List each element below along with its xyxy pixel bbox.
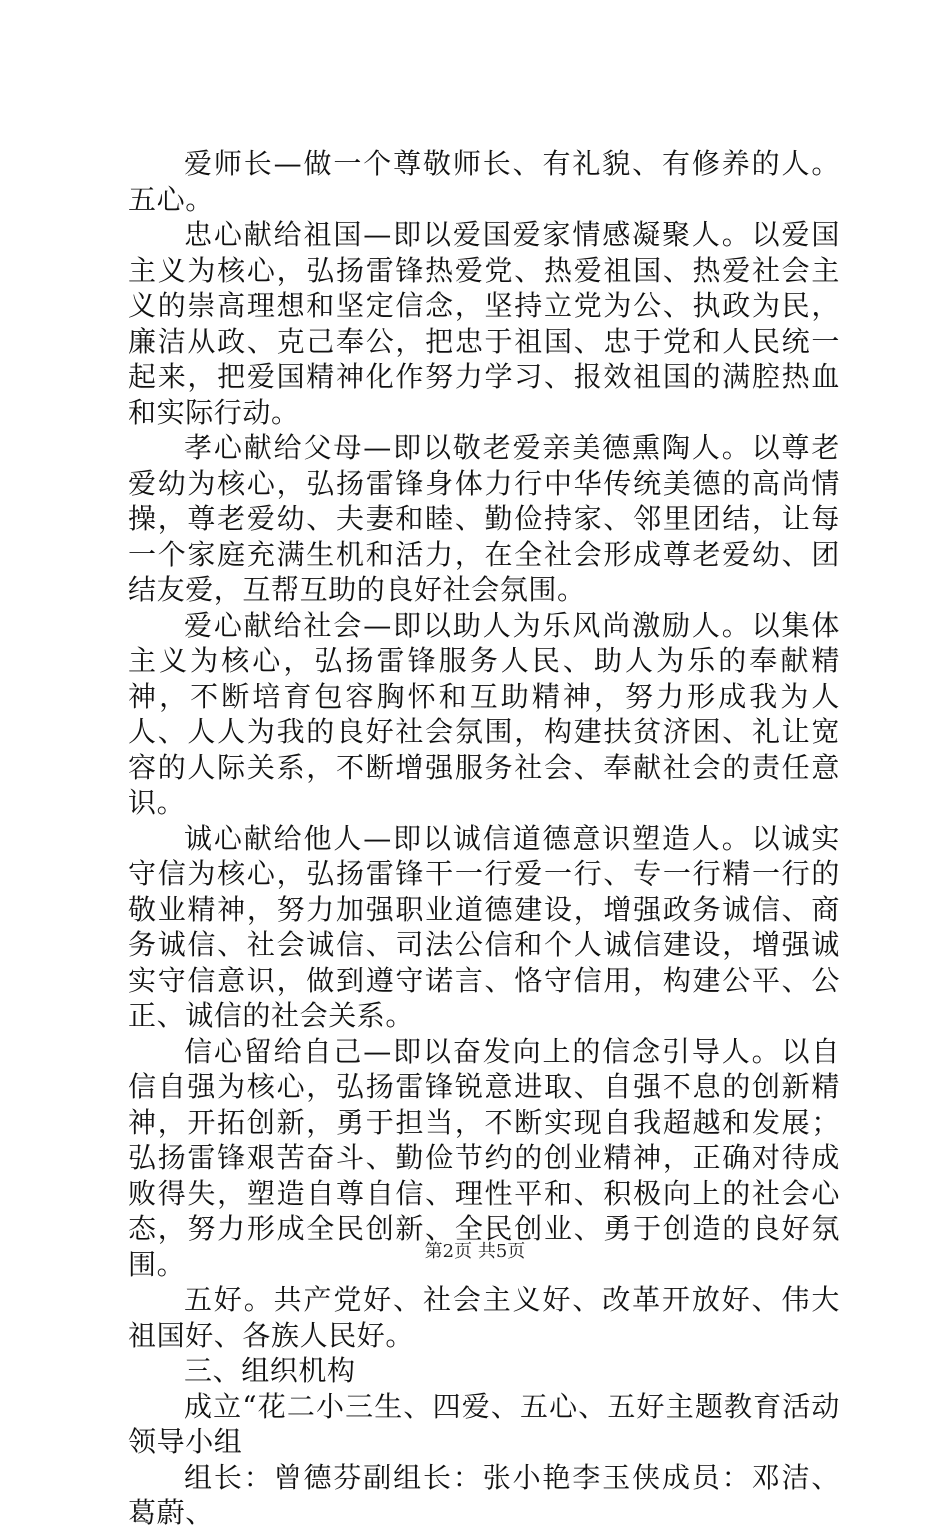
paragraph-xinxin: 信心留给自己—即以奋发向上的信念引导人。以自信自强为核心，弘扬雷锋锐意进取、自强不息的创新精神，开拓创新，勇于担当，不断实现自我超越和发展；弘扬雷锋艰苦奋斗、勤俭节约的创业精神，正确对待成败得失，塑造自尊自信、理性平和、积极向上的社会心态，努力形成全民创新、全民创业、勇于创造的良好氛围。 bbox=[128, 1034, 840, 1281]
paragraph-ai-shizhang: 爱师长—做一个尊敬师长、有礼貌、有修养的人。五心。 bbox=[128, 147, 840, 216]
paragraph-aixin: 爱心献给社会—即以助人为乐风尚激励人。以集体主义为核心，弘扬雷锋服务人民、助人为乐的奉献精神，不断培育包容胸怀和互助精神，努力形成我为人人、人人为我的良好社会氛围，构建扶贫济困、礼让宽容的人际关系，不断增强服务社会、奉献社会的责任意识。 bbox=[128, 608, 840, 819]
page-number-footer: 第2页 共5页 bbox=[424, 1241, 526, 1262]
paragraph-zhongxin: 忠心献给祖国—即以爱国爱家情感凝聚人。以爱国主义为核心，弘扬雷锋热爱党、热爱祖国、热爱社会主义的崇高理想和坚定信念，坚持立党为公、执政为民，廉洁从政、克己奉公，把忠于祖国、忠于党和人民统一起来，把爱国精神化作努力学习、报效祖国的满腔热血和实际行动。 bbox=[128, 218, 840, 429]
paragraph-leading-group: 成立“花二小三生、四爱、五心、五好主题教育活动领导小组 bbox=[128, 1389, 840, 1458]
document-body bbox=[128, 146, 840, 1531]
paragraph-wuhao: 五好。共产党好、社会主义好、改革开放好、伟大祖国好、各族人民好。 bbox=[128, 1283, 840, 1352]
section-heading-organization: 三、组织机构 bbox=[184, 1354, 356, 1387]
paragraph-chengxin: 诚心献给他人—即以诚信道德意识塑造人。以诚实守信为核心，弘扬雷锋干一行爱一行、专一行精一行的敬业精神，努力加强职业道德建设，增强政务诚信、商务诚信、社会诚信、司法公信和个人诚信建设，增强诚实守信意识，做到遵守诺言、恪守信用，构建公平、公正、诚信的社会关系。 bbox=[128, 821, 840, 1032]
paragraph-members: 组长：曾德芬副组长：张小艳李玉侠成员：邓洁、葛蔚、 bbox=[128, 1460, 840, 1529]
paragraph-xiaoxin: 孝心献给父母—即以敬老爱亲美德熏陶人。以尊老爱幼为核心，弘扬雷锋身体力行中华传统美德的高尚情操，尊老爱幼、夫妻和睦、勤俭持家、邻里团结，让每一个家庭充满生机和活力，在全社会形成尊老爱幼、团结友爱，互帮互助的良好社会氛围。 bbox=[128, 431, 840, 606]
